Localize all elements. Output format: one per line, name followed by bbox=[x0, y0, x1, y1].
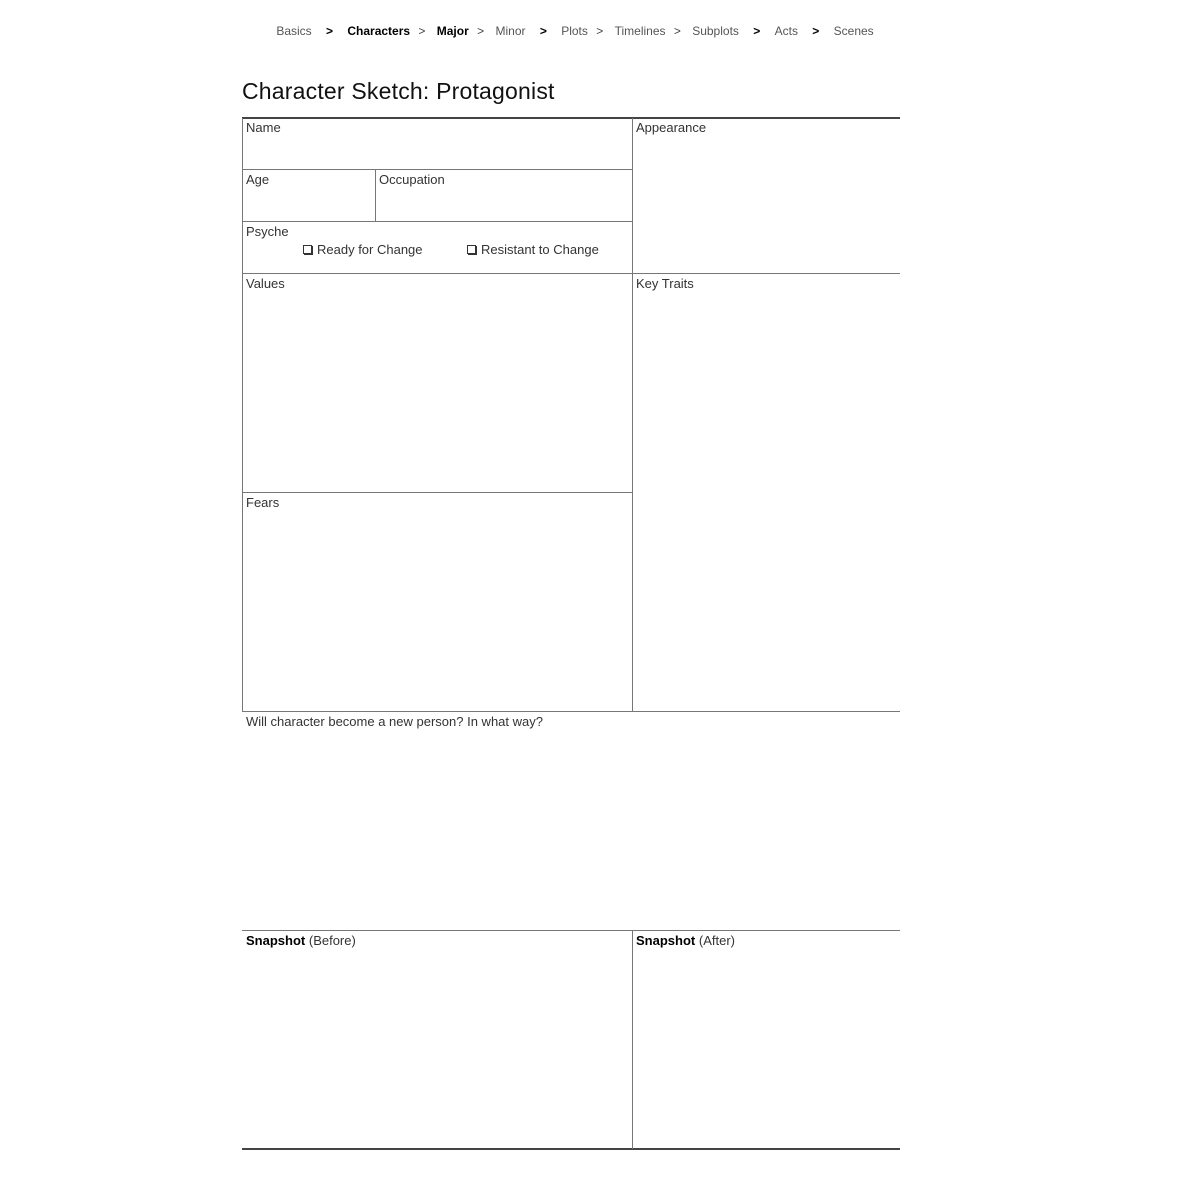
fears-label: Fears bbox=[246, 495, 280, 510]
breadcrumb-separator: > bbox=[812, 24, 820, 38]
snapshot-after-label-bold: Snapshot bbox=[636, 933, 696, 948]
breadcrumb-major[interactable]: Major bbox=[436, 24, 469, 38]
breadcrumb bbox=[0, 24, 1150, 38]
values-label: Values bbox=[246, 276, 285, 291]
key-traits-field[interactable] bbox=[633, 274, 899, 711]
divider bbox=[242, 221, 633, 222]
page-title: Character Sketch: Protagonist bbox=[242, 78, 555, 104]
snapshot-before-label-rest: (Before) bbox=[308, 933, 356, 948]
name-field[interactable] bbox=[243, 119, 631, 169]
key-traits-label: Key Traits bbox=[636, 276, 694, 291]
breadcrumb-acts[interactable]: Acts bbox=[774, 24, 798, 38]
appearance-field[interactable] bbox=[633, 119, 899, 273]
breadcrumb-separator: > bbox=[477, 24, 485, 38]
resistant-to-change-checkbox[interactable] bbox=[467, 242, 599, 257]
breadcrumb-separator: > bbox=[673, 24, 681, 38]
breadcrumb-subplots[interactable]: Subplots bbox=[692, 24, 739, 38]
snapshot-before-field[interactable] bbox=[243, 931, 631, 1148]
snapshot-after-label-rest: (After) bbox=[698, 933, 735, 948]
snapshot-before-label-bold: Snapshot bbox=[246, 933, 306, 948]
breadcrumb-separator: > bbox=[326, 24, 334, 38]
transformation-field[interactable] bbox=[243, 712, 899, 930]
checkbox-icon bbox=[467, 245, 476, 254]
snapshot-after-field[interactable] bbox=[633, 931, 899, 1148]
occupation-label: Occupation bbox=[379, 172, 445, 187]
checkbox-icon bbox=[303, 245, 312, 254]
checkbox-label: Ready for Change bbox=[317, 242, 423, 257]
breadcrumb-basics[interactable]: Basics bbox=[276, 24, 312, 38]
values-field[interactable] bbox=[243, 274, 631, 492]
breadcrumb-characters[interactable]: Characters bbox=[347, 24, 411, 38]
age-label: Age bbox=[246, 172, 270, 187]
snapshot-before-label bbox=[246, 933, 356, 948]
breadcrumb-plots[interactable]: Plots bbox=[561, 24, 588, 38]
ready-for-change-checkbox[interactable] bbox=[303, 242, 423, 257]
breadcrumb-minor[interactable]: Minor bbox=[495, 24, 526, 38]
checkbox-label: Resistant to Change bbox=[481, 242, 599, 257]
snapshot-after-label bbox=[636, 933, 735, 948]
name-label: Name bbox=[246, 120, 281, 135]
psyche-label: Psyche bbox=[246, 224, 289, 239]
appearance-label: Appearance bbox=[636, 120, 707, 135]
breadcrumb-timelines[interactable]: Timelines bbox=[614, 24, 666, 38]
breadcrumb-separator: > bbox=[753, 24, 761, 38]
transformation-label: Will character become a new person? In what way? bbox=[246, 714, 543, 729]
form-bottom-rule bbox=[242, 1148, 900, 1150]
breadcrumb-separator: > bbox=[596, 24, 604, 38]
breadcrumb-scenes[interactable]: Scenes bbox=[833, 24, 874, 38]
fears-field[interactable] bbox=[243, 493, 631, 711]
breadcrumb-separator: > bbox=[418, 24, 426, 38]
breadcrumb-separator: > bbox=[539, 24, 547, 38]
